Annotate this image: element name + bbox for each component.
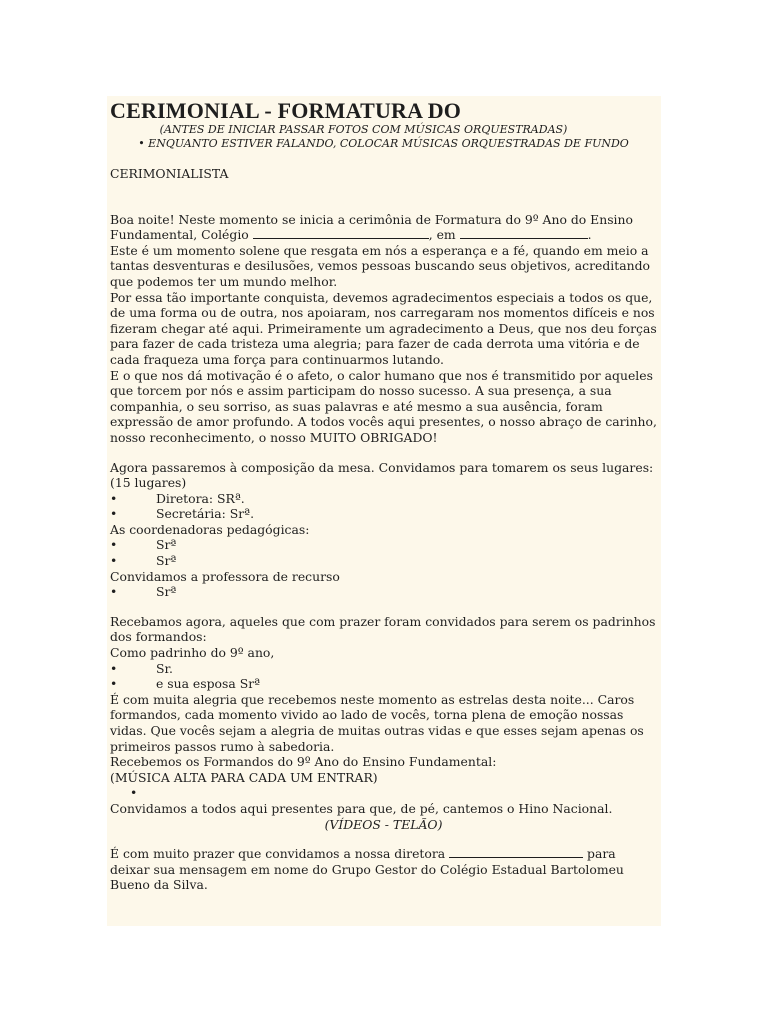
padrinhos-label: Como padrinho do 9º ano, — [110, 645, 275, 661]
intro-paragraph — [110, 212, 657, 243]
empty-bullet: • — [130, 785, 138, 801]
list-item — [110, 553, 657, 569]
mesa-intro: Agora passaremos à composição da mesa. Convidamos para tomarem os seus lugares: (15 lugares) — [110, 459, 654, 491]
formandos-paragraph: É com muita alegria que recebemos neste momento as estrelas desta noite... Caros formandos, cada momento vivido ao lado de vocês, torna plena de emoção nossas vidas. Que vocês sejam a alegria de muitas outras vidas e que esses sejam apenas os primeiros passos rumo à sabedoria. — [110, 691, 644, 754]
list-item-text: Srª — [156, 553, 177, 569]
list-item — [110, 506, 657, 522]
bullet: • — [110, 506, 118, 522]
music-note: (MÚSICA ALTA PARA CADA UM ENTRAR) — [110, 769, 378, 785]
list-item — [110, 661, 657, 677]
date-blank — [460, 227, 588, 239]
speaker-label: CERIMONIALISTA — [110, 166, 229, 181]
document-page — [107, 96, 661, 926]
list-item — [110, 584, 657, 600]
bullet: • — [110, 584, 118, 600]
recurso-label: Convidamos a professora de recurso — [110, 568, 340, 584]
list-item-text: Diretora: SRª. — [156, 490, 245, 506]
document-title: CERIMONIAL - FORMATURA DO — [110, 98, 462, 123]
intro-text: , em — [428, 227, 460, 243]
bullet: • — [110, 490, 118, 506]
bullet: • — [110, 553, 118, 569]
paragraph: Este é um momento solene que resgata em nós a esperança e a fé, quando em meio a tantas desventuras e desilusões, vemos pessoas buscando seus objetivos, acreditando que podemos ter um mundo melhor. — [110, 242, 650, 289]
list-item-text: Secretária: Srª. — [156, 506, 255, 522]
bullet: • — [110, 676, 118, 692]
intro-line: Boa noite! Neste momento se inicia a cerimônia de Formatura do 9º Ano do Ensino — [110, 211, 633, 227]
hino-paragraph: Convidamos a todos aqui presentes para que, de pé, cantemos o Hino Nacional. — [110, 800, 613, 816]
list-item — [110, 537, 657, 553]
bullet: • — [110, 537, 118, 553]
stage-note: • ENQUANTO ESTIVER FALANDO, COLOCAR MÚSICAS ORQUESTRADAS DE FUNDO — [138, 136, 629, 150]
padrinhos-intro: Recebamos agora, aqueles que com prazer foram convidados para serem os padrinhos dos formandos: — [110, 613, 656, 645]
list-item-text: Srª — [156, 584, 177, 600]
list-item-text: Srª — [156, 537, 177, 553]
intro-text: Fundamental, Colégio — [110, 227, 253, 243]
coord-label: As coordenadoras pedagógicas: — [110, 521, 310, 537]
list-item-text: e sua esposa Srª — [156, 676, 261, 692]
list-item — [110, 676, 657, 692]
college-blank — [253, 227, 429, 239]
videos-note: (VÍDEOS - TELÃO) — [324, 816, 443, 832]
formandos-receive: Recebemos os Formandos do 9º Ano do Ensino Fundamental: — [110, 754, 497, 770]
stage-note: (ANTES DE INICIAR PASSAR FOTOS COM MÚSICAS ORQUESTRADAS) — [159, 123, 568, 136]
diretora-text: para deixar sua mensagem em nome do Grupo Gestor do Colégio Estadual Bartolomeu Bueno da Silva. — [110, 846, 624, 893]
list-item — [110, 491, 657, 507]
list-item-text: Sr. — [156, 660, 173, 676]
paragraph: E o que nos dá motivação é o afeto, o calor humano que nos é transmitido por aqueles que torcem por nós e assim participam do nosso sucesso. A sua presença, a sua companhia, o seu sorriso, as suas palavras e até mesmo a sua ausência, foram expressão de amor profundo. A todos vocês aqui presentes, o nosso abraço de carinho, nosso reconhecimento, o nosso MUITO OBRIGADO! — [110, 367, 657, 445]
diretora-paragraph — [110, 846, 657, 893]
diretora-text: É com muito prazer que convidamos a nossa diretora — [110, 846, 450, 862]
bullet: • — [110, 660, 118, 676]
intro-text: . — [587, 227, 592, 243]
diretora-blank — [449, 846, 583, 858]
paragraph: Por essa tão importante conquista, devemos agradecimentos especiais a todos os que, de uma forma ou de outra, nos apoiaram, nos carregaram nos momentos difíceis e nos fizeram chegar até aqui. Primeiramente um agradecimento a Deus, que nos deu forças para fazer de cada tristeza uma alegria; para fazer de cada derrota uma vitória e de cada fraqueza uma força para continuarmos lutando. — [110, 289, 657, 367]
